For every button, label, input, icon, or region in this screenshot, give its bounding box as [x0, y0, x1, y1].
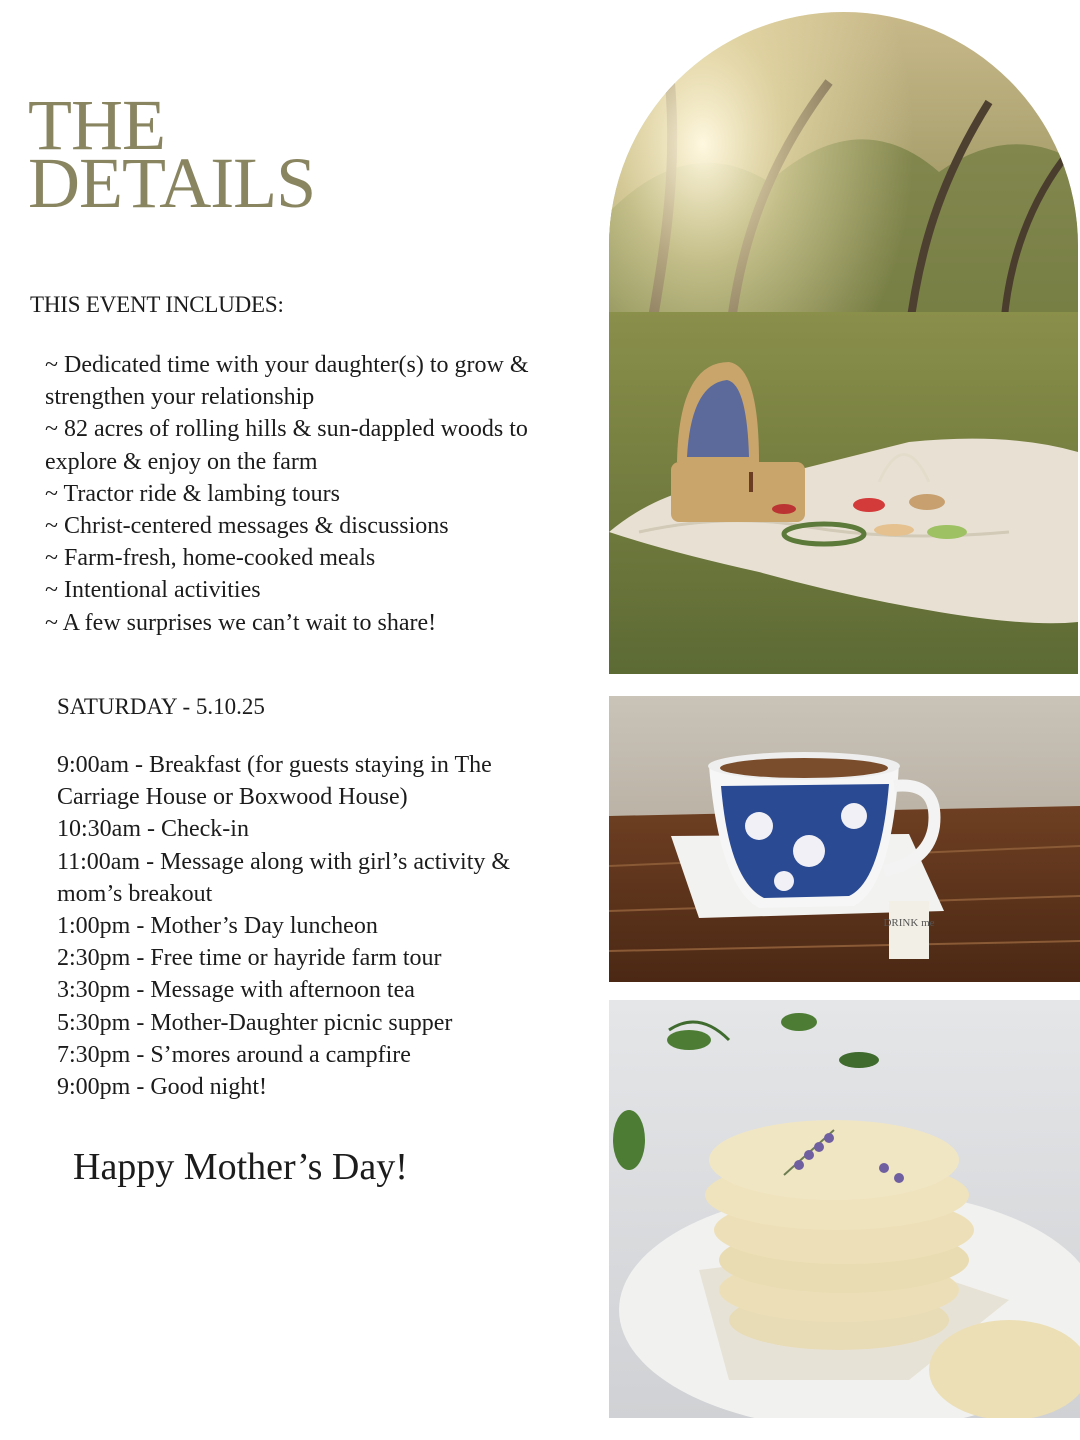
schedule-item: 9:00pm - Good night! — [57, 1074, 267, 1101]
list-item: ~ Farm-fresh, home-cooked meals — [45, 545, 376, 572]
schedule-list — [57, 749, 577, 1103]
page-title — [28, 85, 316, 223]
includes-heading: THIS EVENT INCLUDES: — [30, 292, 284, 317]
picnic-photo — [609, 12, 1078, 674]
schedule-item: 10:30am - Check-in — [57, 816, 249, 843]
list-item: ~ 82 acres of rolling hills & sun-dappled woods to explore & enjoy on the farm — [45, 416, 528, 475]
list-item: ~ Intentional activities — [45, 577, 261, 604]
greeting-text: Happy Mother’s Day! — [73, 1146, 408, 1188]
teacup-photo — [609, 696, 1080, 982]
list-item: ~ Christ-centered messages & discussions — [45, 513, 449, 540]
schedule-item: 2:30pm - Free time or hayride farm tour — [57, 945, 442, 972]
cookies-photo — [609, 1000, 1080, 1418]
list-item: ~ Dedicated time with your daughter(s) to grow & strengthen your relationship — [45, 352, 529, 411]
list-item: ~ A few surprises we can’t wait to share! — [45, 609, 437, 636]
schedule-item: 11:00am - Message along with girl’s activity & mom’s breakout — [57, 848, 511, 907]
schedule-item: 5:30pm - Mother-Daughter picnic supper — [57, 1009, 453, 1036]
title-line-2: DETAILS — [28, 143, 316, 223]
schedule-heading: SATURDAY - 5.10.25 — [57, 694, 265, 719]
tea-tag-label: DRINK me — [883, 917, 935, 929]
includes-list — [45, 349, 585, 639]
schedule-item: 7:30pm - S’mores around a campfire — [57, 1041, 411, 1068]
schedule-item: 3:30pm - Message with afternoon tea — [57, 977, 415, 1004]
list-item: ~ Tractor ride & lambing tours — [45, 480, 340, 507]
schedule-item: 9:00am - Breakfast (for guests staying in The Carriage House or Boxwood House) — [57, 752, 492, 811]
schedule-item: 1:00pm - Mother’s Day luncheon — [57, 913, 378, 940]
title-line-1: THE — [28, 85, 165, 165]
